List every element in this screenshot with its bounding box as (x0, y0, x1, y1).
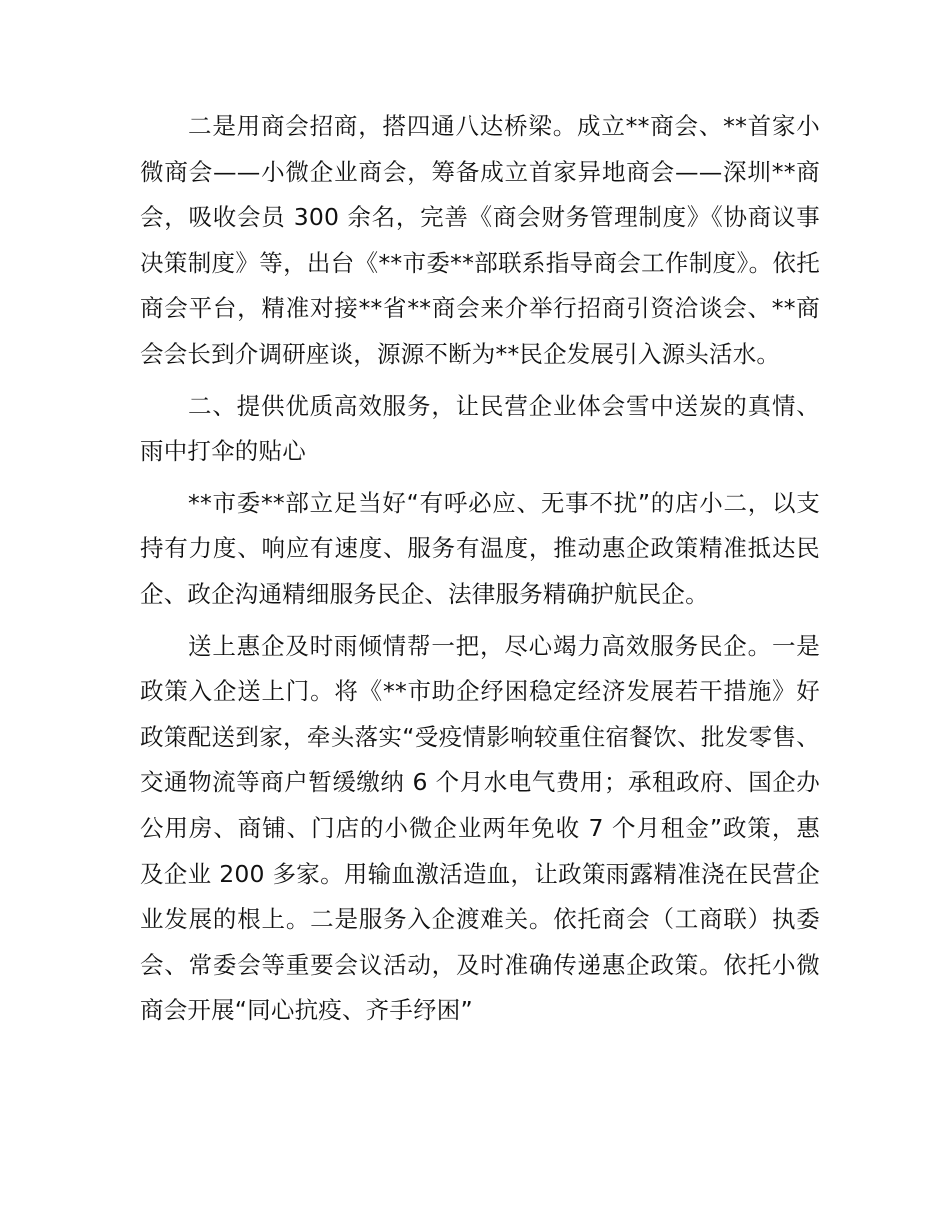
paragraph-policy-delivery: 送上惠企及时雨倾情帮一把，尽心竭力高效服务民企。一是政策入企送上门。将《**市助企纾困稳定经济发展若干措施》好政策配送到家，牵头落实“受疫情影响较重住宿餐饮、批发零售、交通物流等商户暂缓缴纳 6 个月水电气费用；承租政府、国企办公用房、商铺、门店的小微企业两年免收 7 个月租金”政策，惠及企业 200 多家。用输血激活造血，让政策雨露精准浇在民营企业发展的根上。二是服务入企渡难关。依托商会（工商联）执委会、常委会等重要会议活动，及时准确传递惠企政策。依托小微商会开展“同心抗疫、齐手纾困” (140, 631, 820, 1025)
paragraph-chamber-investment: 二是用商会招商，搭四通八达桥梁。成立**商会、**首家小微商会——小微企业商会，筹备成立首家异地商会——深圳**商会，吸收会员 300 余名，完善《商会财务管理制度》《协商议事决策制度》等，出台《**市委**部联系指导商会工作制度》。依托商会平台，精准对接**省**商会来介举行招商引资洽谈会、**商会会长到介调研座谈，源源不断为**民企发展引入源头活水。 (140, 112, 820, 368)
paragraph-shop-assistant: **市委**部立足当好“有呼必应、无事不扰”的店小二，以支持有力度、响应有速度、服务有温度，推动惠企政策精准抵达民企、政企沟通精细服务民企、法律服务精确护航民企。 (140, 488, 820, 608)
section-heading-quality-service: 二、提供优质高效服务，让民营企业体会雪中送炭的真情、雨中打伞的贴心 (140, 391, 820, 466)
document-body (140, 104, 820, 1040)
